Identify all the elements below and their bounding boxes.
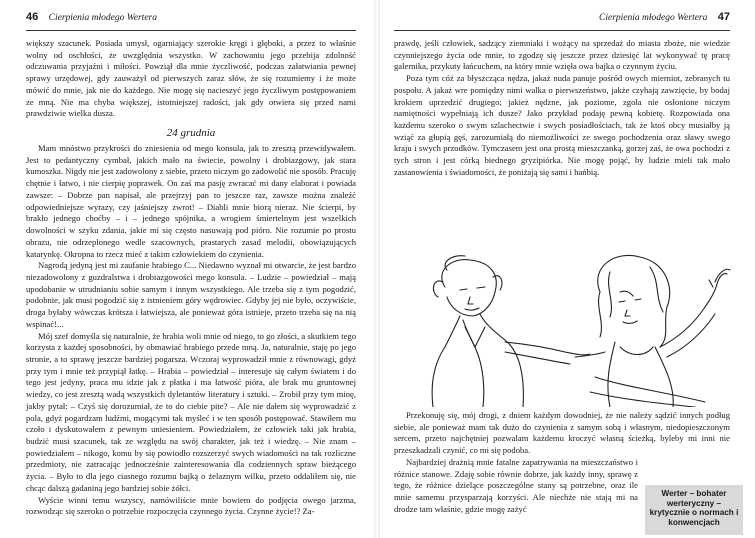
man-head-outline xyxy=(442,260,496,316)
header-rule xyxy=(26,30,356,31)
paragraph: większy szacunek. Posiada umysł, ogarniający szerokie kręgi i głęboki, a przez to właśnie wolny od oschłości, że uwzględnia wszystko. W zachowaniu jego przebija zdolność odczuwania przyjaźni i miłości. Powziął dla mnie życzliwość, podczas załatwiania pewnej sprawy urzędowej, gdy zauważył od pierwszych zaraz słów, że się rozumiemy i że może mówić do mnie, jak nie do każdego. Nie mogę się nacieszyć jego życzliwym postępowaniem ze mną. Nie ma chyba większej, istotniejszej radości, jak gdy otwiera się przed nami prawdziwie wielka dusza. xyxy=(26,38,356,119)
paragraph: Poza tym cóż za błyszcząca nędza, jakaż nuda panuje pośród owych mierniot, zebranych tu pospołu. A jakaż wre pomiędzy nimi walka o pierwszeństwo, jakże czyhają zawzięcie, by bodaj krokiem uprzedzić drugiego; jakież nędzne, jak poziome, zgoła nie osłonione niczym namiętności wypełniają ich dusze? Jako przykład podaję pewną kobietę. Rozpowiada ona każdemu szeroko o swym szlachectwie i swych posiadłościach, tak że ktoś obcy musiałby ją wziąć za głupią gęś, zarozumiałą do niemożliwości ze swego pochodzenia oraz sławy swego kraju i swych przodków. Tymczasem jest ona prostą mieszczanką, gorzej zaś, że owa pochodzi z tych stron i jest córką biednego gryzipiórka. Nie mogę pojąć, by ludzie mieli tak mało zastanowienia i świadomości, że poniżają się sami i hańbią. xyxy=(394,73,730,177)
running-title: Cierpienia młodego Wertera xyxy=(48,13,157,23)
paragraph: Mój szef domyśla się naturalnie, że hrabia woli mnie od niego, to go złości, a skutkiem tego korzysta z każdej sposobności, by obmawiać hrabiego przede mną. Ja, naturalnie, staję po jego stronie, a to sprawę jeszcze bardziej pogarsza. Wczoraj wyprowadził mnie z równowagi, gdyż przy tym i mnie też przypiął łatkę. – Hrabia – powiedział – interesuje się całym światem i do tego jest jedyny, praca mu idzie jak z płatka i ma łatwość pióra, ale brak mu gruntownej wiedzy, co jest zresztą wadą wszystkich dyletantów literatury i sztuki. – Zrobił przy tym minę, jakby pytał: – Czyś się dorozumiał, że to do ciebie pite? – Ale nie dałem się wyprowadzić z pola, gdyż pogardzam ludźmi, mogącymi tak myśleć i w ten sposób postępować. Stawiłem mu czoło i dyskutowałem z pewnym uniesieniem. Powiedziałem, że człowiek taki jak hrabia, budzić musi szacunek, tak ze względu na swój charakter, jak też i wiedzę. – Nie znam – powiedziałem – nikogo, komu by się powiodło rozszerzyć swych wiadomości na tak rozliczne przedmioty, nie zatracając jednocześnie zainteresowania dla codziennych spraw bieżącego życia. – Było to dla jego ciasnego rozumu bajką o żelaznym wilku, przeto oddaliłem się, nie chcąc dalszą gadaniną jego bardziej sobie żółci. xyxy=(26,330,356,493)
left-page-body xyxy=(26,38,356,518)
paragraph: Najbardziej drażnią mnie fatalne zapatrywania na mieszczaństwo i różnice stanowe. Zdaję sobie równie dobrze, jak każdy inny, sprawę z tego, że różnice dzielące poszczególne stany są potrzebne, oraz ile mnie samemu przysparzają korzyści. Ale niechże nie stają mi na drodze tam właśnie, gdzie mogę zażyć xyxy=(394,456,638,514)
date-heading: 24 grudnia xyxy=(166,127,216,140)
paragraph: Wyście winni temu wszyscy, namówiliście mnie bowiem do podjęcia owego jarzma, rozwodząc się szeroko o potrzebie rozpoczęcia czynnego życia. Czynne życie!? Za- xyxy=(26,494,356,517)
paragraph: prawdę, jeśli człowiek, sadzący ziemniaki i wożący na sprzedaż do miasta zboże, nie wiedzie czynniejszego życia ode mnie, to zgodzę się jeszcze przez dziesięć lat wykonywać tę pracę galernika, przykuty łańcuchem, na który mnie wzięła owa bajka o czynnym życiu. xyxy=(394,38,730,72)
margin-note-box: Werter – bohater werteryczny – krytycznie o normach i konwencjach xyxy=(645,485,743,535)
left-page xyxy=(0,0,374,538)
page-number: 47 xyxy=(717,11,730,23)
running-title: Cierpienia młodego Wertera xyxy=(599,13,708,23)
left-page-header xyxy=(26,11,356,27)
paragraph: Nagrodą jedyną jest mi zaufanie hrabiego C... Niedawno wyznał mi otwarcie, że jest bardzo niezadowolony z guzdralstwa i drobiazgowości mego konsula. – Ludzie – powiedział – mają upodobanie w utrudnianiu sobie samym i innym wszystkiego. Ale trzeba się z tym pogodzić, podobnie, jak musi pogodzić się z istnieniem góry wędrowiec. Gdyby jej nie było, oczywiście, droga byłaby wówczas krótsza i łatwiejsza, ale ponieważ góra istnieje, przeto trzeba się na nią wspinać!... xyxy=(26,260,356,329)
paragraph: Mam mnóstwo przykrości do zniesienia od mego konsula, jak to zresztą przewidywałem. Jest to pedantyczny cymbał, jakich mało na świecie, powolny i drobiazgowy, jak stara kumoszka. Nigdy nie jest zadowolony z siebie, przeto niczym go zadowolić nie sposób. Pracuję chętnie i łatwo, i nie cierpię poprawek. On zaś ma pasję zwracać mi dany elaborat i powiada zawsze: – Dobrze pan napisał, ale przejrzyj pan to jeszcze raz, zawsze można znaleźć odpowiedniejsze wyrazy, czy jaśniejszy zwrot! – Diabli mnie biorą nieraz. Nie ścierpi, by brakło jednego choćby – i – jednego spójnika, a wrogiem śmiertelnym jest wszelkich dowolności w szyku zdania, jakie mi się często nasuwają pod pióro. Nie rozumie po prostu obrazu, nie odrzeplonego wedle szacownych, prastarych zasad melodii, obowiązujących katarynkę. Okropna to rzecz mieć z takim człowiekiem do czynienia. xyxy=(26,143,356,259)
right-page-body-top xyxy=(394,38,730,179)
header-rule xyxy=(394,30,730,31)
right-page xyxy=(380,0,755,538)
page-number: 46 xyxy=(26,11,39,23)
right-page-header xyxy=(394,11,730,27)
paragraph: Przekonuję się, mój drogi, z dniem każdym dowodniej, że nie należy sądzić innych podług siebie, ale ponieważ mam tak dużo do czynienia z samym sobą i własnym, niedopieszczonym sercem, przeto najchętniej pozwalam każdemu kroczyć własną ścieżką, byleby mi inni nie przeszkadzali czynić, co mi się podoba. xyxy=(394,410,730,456)
illustration-sketch xyxy=(405,252,745,407)
